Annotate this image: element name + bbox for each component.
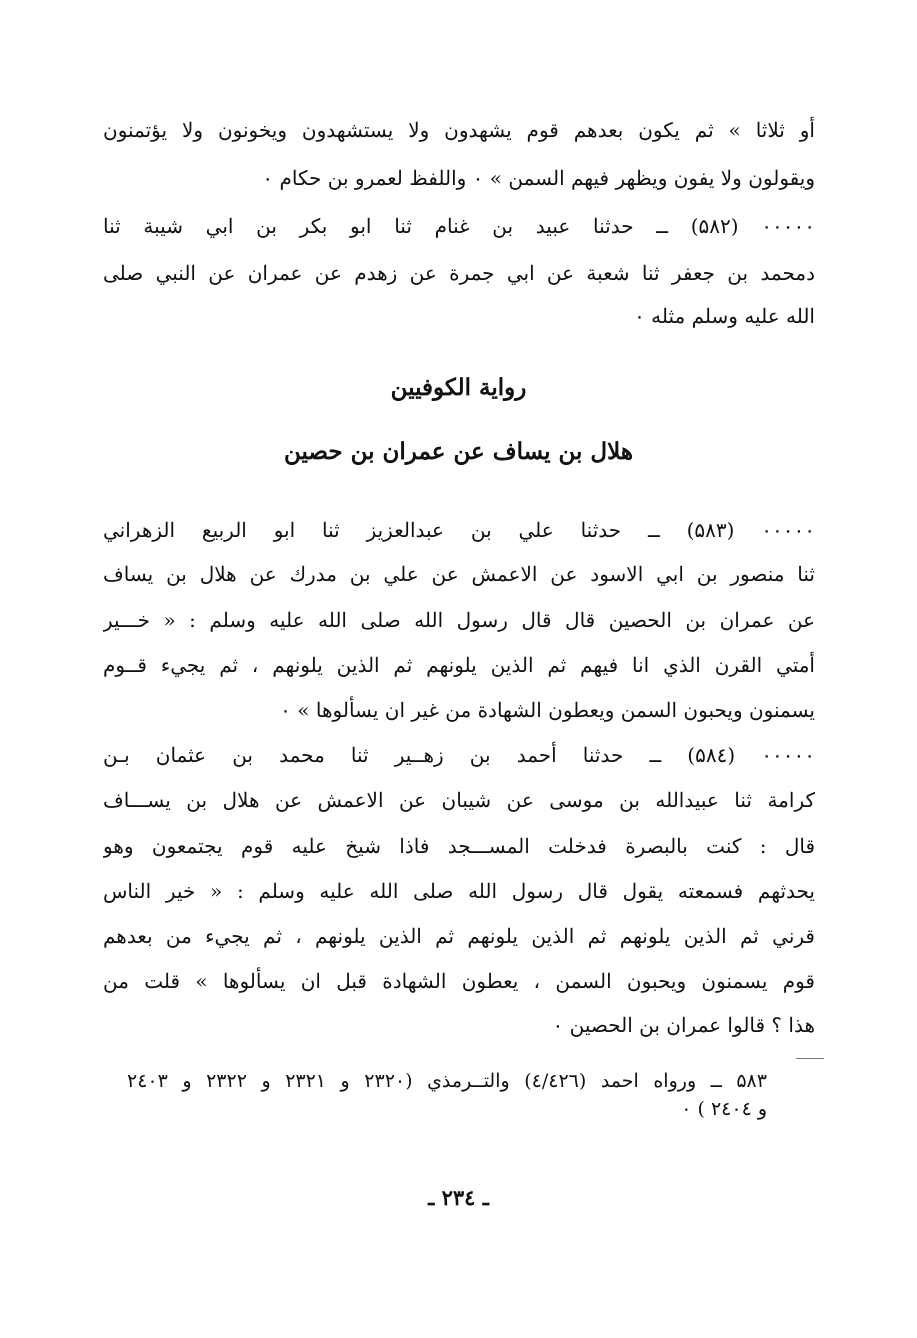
hadith-583-line: أمتي القرن الذي انا فيهم ثم الذين يلونهم ثم الذين يلونهم ، ثم يجيء قــوم — [103, 653, 815, 677]
hadith-584-line: قال : كنت بالبصرة فدخلت المســـجد فاذا شيخ عليه قوم يجتمعون وهو — [103, 834, 815, 858]
hadith-584-line: قوم يسمنون ويحبون السمن ، يعطون الشهادة قبل ان يسألوها » قلت من — [103, 969, 815, 993]
hadith-582-line: دمحمد بن جعفر ثنا شعبة عن ابي جمرة عن زهدم عن عمران عن النبي صلى — [103, 261, 815, 285]
section-title: رواية الكوفيين — [390, 374, 527, 401]
hadith-582-line: الله عليه وسلم مثله ۰ — [634, 304, 815, 328]
text-line: أو ثلاثا » ثم يكون بعدهم قوم يشهدون ولا يستشهدون ويخونون ولا يؤتمنون — [103, 118, 815, 142]
hadith-583-line: يسمنون ويحبون السمن ويعطون الشهادة من غير ان يسألوها » ۰ — [280, 698, 815, 722]
hadith-582-line: ۰۰۰۰۰ (۵۸۲) ــ حدثنا عبيد بن غنام ثنا ابو بكر بن ابي شيبة ثنا — [103, 214, 815, 238]
page-number: ـ ۲۳٤ ـ — [428, 1185, 489, 1210]
hadith-583-line: ثنا منصور بن ابي الاسود عن الاعمش عن علي بن مدرك عن هلال بن يساف — [103, 562, 815, 586]
section-subtitle: هلال بن يساف عن عمران بن حصين — [283, 438, 634, 465]
footnote-line: ۵۸۳ ــ ورواه احمد (٤/٤٢٦) والتــرمذي (۲۳۲۰ و ۲۳۲۱ و ۲۳۲۲ و ۲٤۰۳ — [127, 1070, 767, 1092]
hadith-583-line: عن عمران بن الحصين قال قال رسول الله صلى الله عليه وسلم : « خـــير — [103, 608, 815, 632]
footnote-line: و ۲٤۰٤ ) ۰ — [681, 1098, 767, 1120]
footnote-separator — [796, 1058, 824, 1059]
hadith-584-line: كرامة ثنا عبيدالله بن موسى عن شيبان عن الاعمش عن هلال بن يســـاف — [103, 788, 815, 812]
hadith-584-line: هذا ؟ قالوا عمران بن الحصين ۰ — [552, 1013, 815, 1037]
hadith-583-line: ۰۰۰۰۰ (۵۸۳) ــ حدثنا علي بن عبدالعزيز ثنا ابو الربيع الزهراني — [103, 518, 815, 542]
hadith-584-line: قرني ثم الذين يلونهم ثم الذين يلونهم ثم الذين يلونهم ، ثم يجيء من بعدهم — [103, 924, 815, 948]
hadith-584-line: ۰۰۰۰۰ (۵۸٤) ــ حدثنا أحمد بن زهــير ثنا محمد بن عثمان بـن — [103, 743, 815, 767]
text-line: ويقولون ولا يفون ويظهر فيهم السمن » ۰ واللفظ لعمرو بن حكام ۰ — [262, 166, 815, 190]
hadith-584-line: يحدثهم فسمعته يقول قال رسول الله صلى الله عليه وسلم : « خير الناس — [103, 879, 815, 903]
